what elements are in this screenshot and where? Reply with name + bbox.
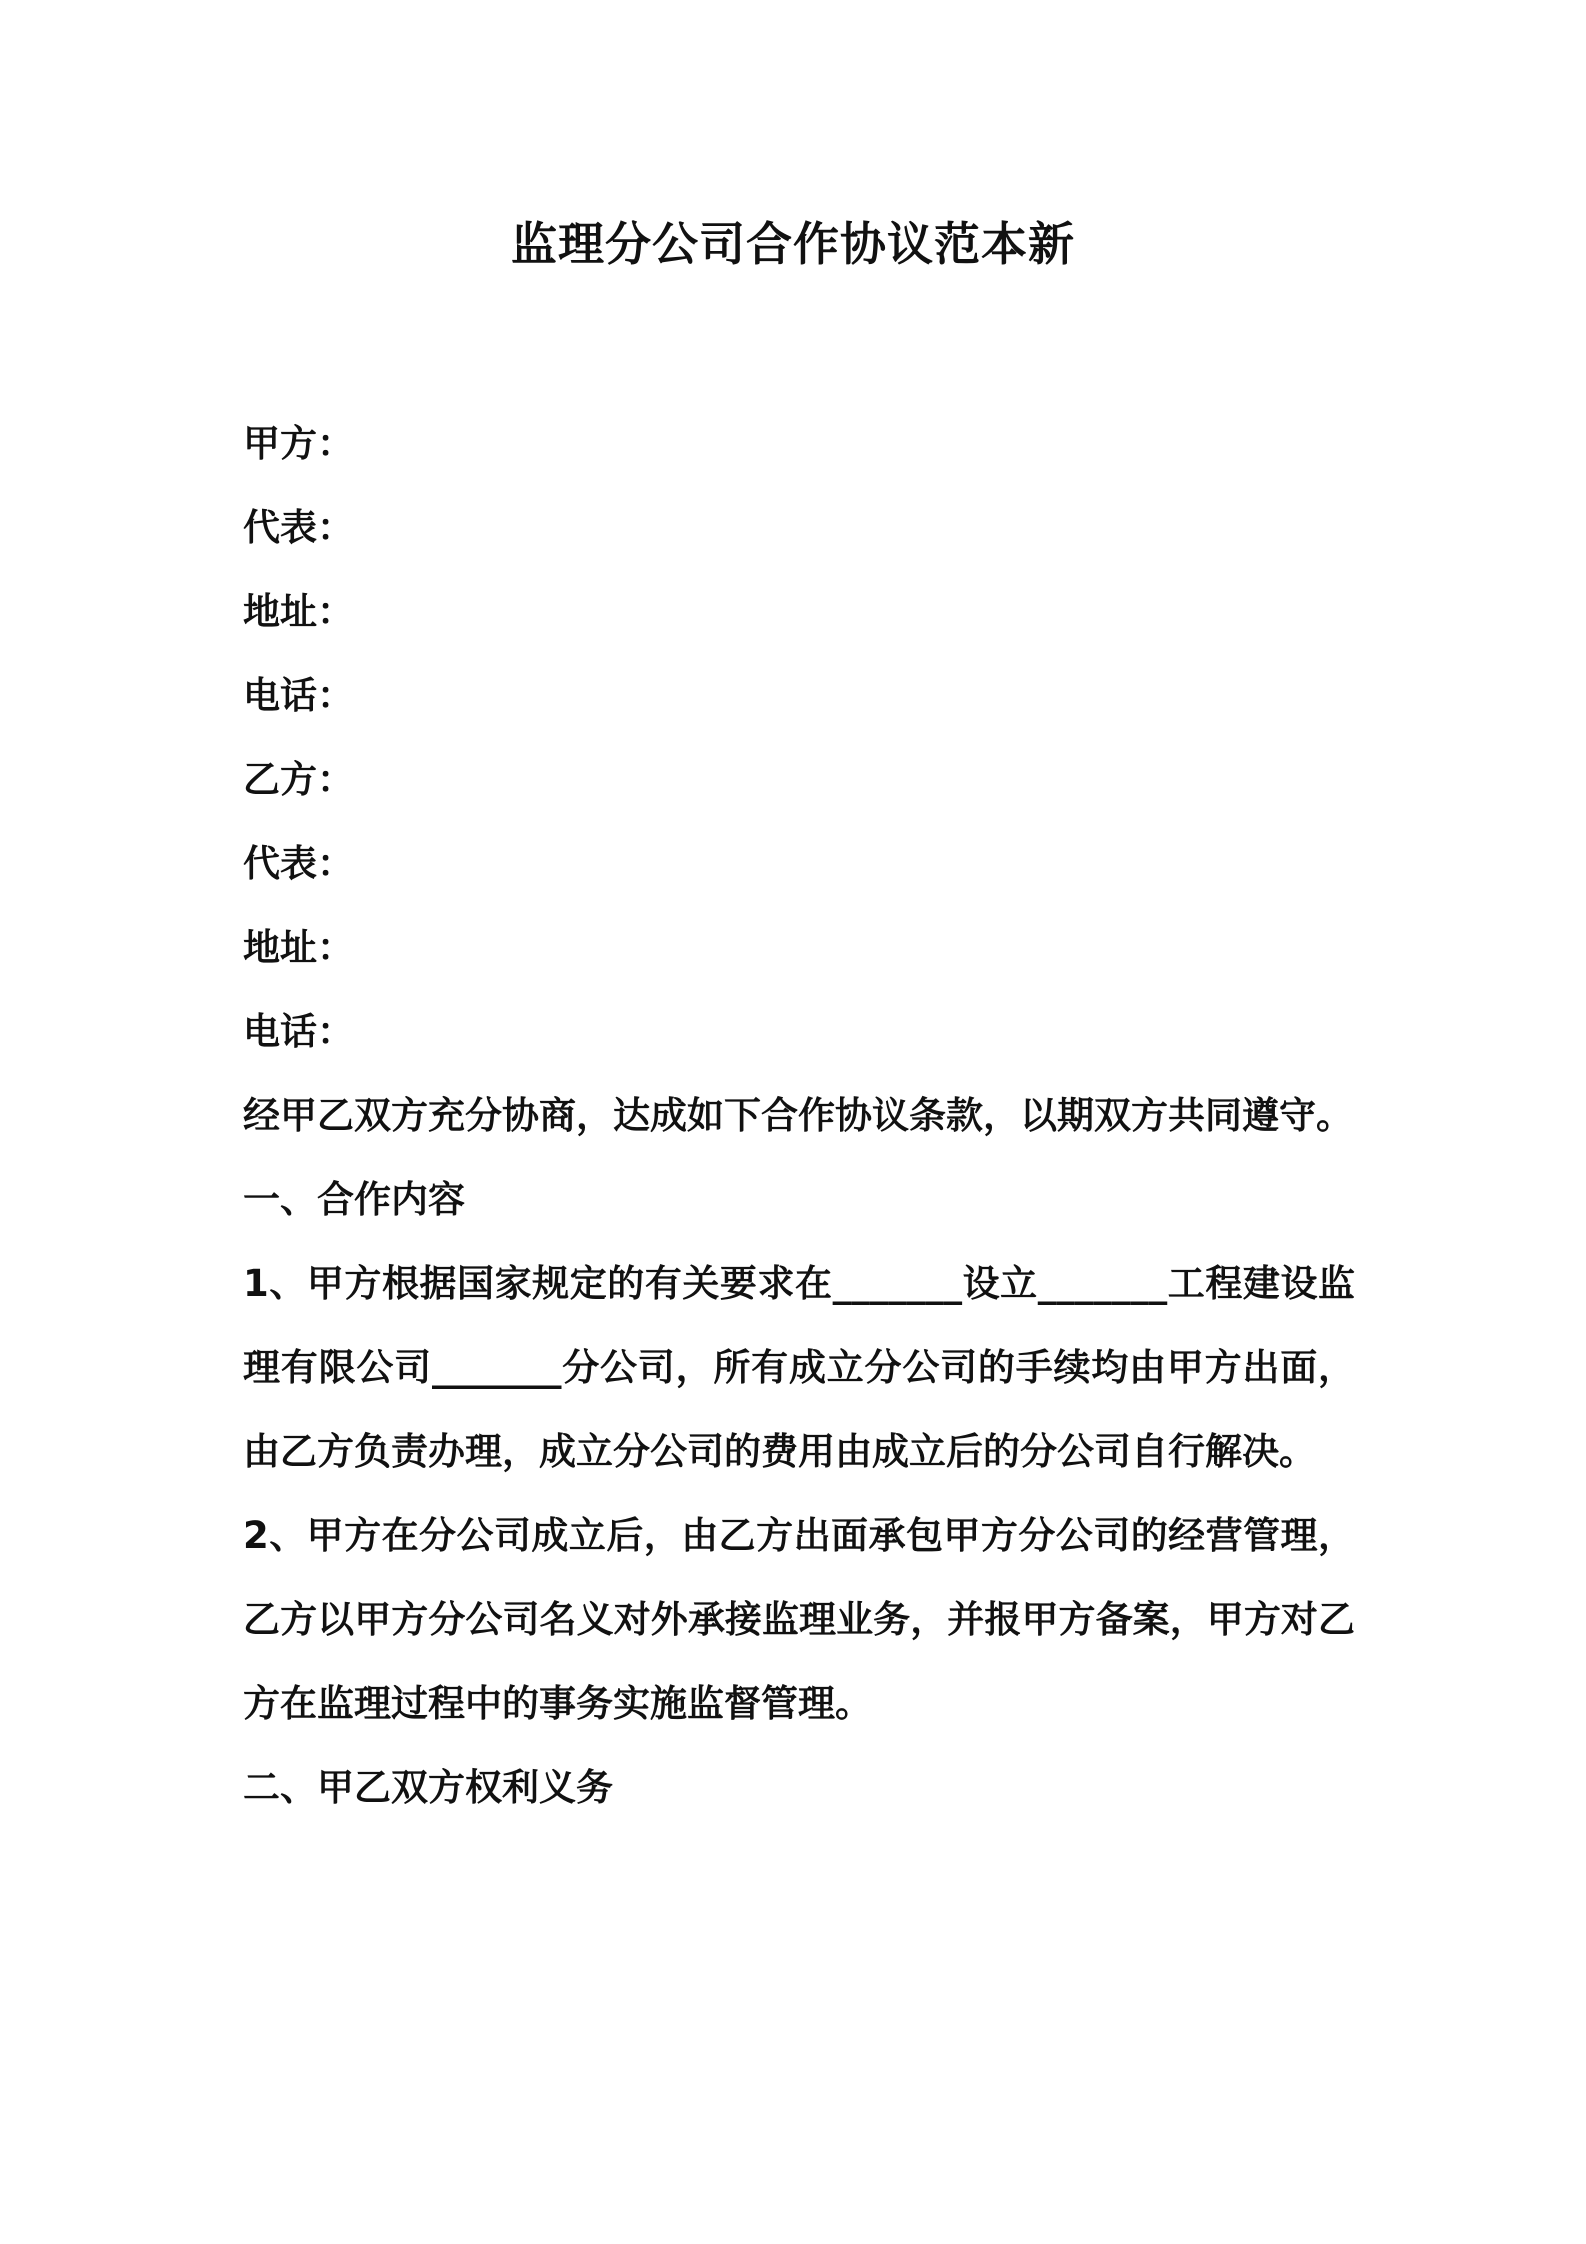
party-a-representative: 代表： <box>243 506 354 549</box>
party-a-phone: 电话： <box>243 674 354 717</box>
party-b-label: 乙方： <box>243 758 354 801</box>
document-body <box>243 402 1355 1830</box>
clause-paragraph: 1、甲方根据国家规定的有关要求在_______设立_______工程建设监理有限公司_______分公司，所有成立分公司的手续均由甲方出面，由乙方负责办理，成立分公司的费用由成立后的分公司自行解决。 <box>243 1262 1355 1473</box>
party-b-representative: 代表： <box>243 842 354 885</box>
intro-paragraph: 经甲乙双方充分协商，达成如下合作协议条款，以期双方共同遵守。 <box>243 1094 1353 1137</box>
party-b-address: 地址： <box>243 926 354 969</box>
party-a-label: 甲方： <box>243 422 354 465</box>
section-heading: 一、合作内容 <box>243 1178 465 1221</box>
clause-paragraph: 2、甲方在分公司成立后，由乙方出面承包甲方分公司的经营管理，乙方以甲方分公司名义对外承接监理业务，并报甲方备案，甲方对乙方在监理过程中的事务实施监督管理。 <box>243 1514 1355 1725</box>
document-title: 监理分公司合作协议范本新 <box>511 217 1075 271</box>
party-b-phone: 电话： <box>243 1010 354 1053</box>
party-a-address: 地址： <box>243 590 354 633</box>
section-heading: 二、甲乙双方权利义务 <box>243 1766 613 1809</box>
